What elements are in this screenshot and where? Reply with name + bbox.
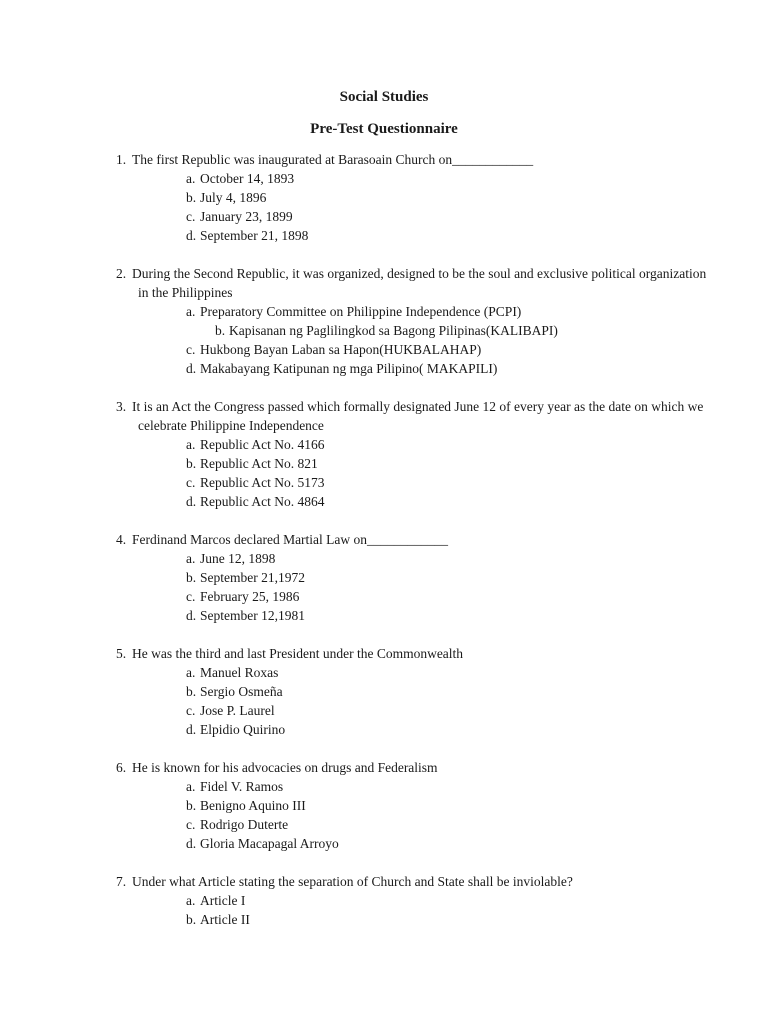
question-6 bbox=[116, 758, 716, 853]
choice-item bbox=[116, 454, 716, 473]
choice-letter: b. bbox=[186, 570, 197, 585]
choice-item bbox=[116, 891, 716, 910]
question-stem bbox=[116, 150, 716, 169]
choice-letter: c. bbox=[186, 475, 196, 490]
choice-letter: c. bbox=[186, 209, 196, 224]
choice-item bbox=[116, 777, 716, 796]
question-number: 4. bbox=[116, 532, 127, 547]
question-5 bbox=[116, 644, 716, 739]
choice-item bbox=[116, 568, 716, 587]
document-title: Social Studies bbox=[339, 89, 429, 105]
choice-item bbox=[116, 321, 716, 340]
choice-list bbox=[116, 435, 716, 511]
choice-letter: c. bbox=[186, 342, 196, 357]
question-7 bbox=[116, 872, 716, 929]
choice-text: October 14, 1893 bbox=[200, 171, 295, 186]
choice-text: Republic Act No. 4864 bbox=[200, 494, 325, 509]
choice-letter: b. bbox=[215, 323, 226, 338]
choice-text: Sergio Osmeña bbox=[200, 684, 283, 699]
choice-item bbox=[116, 492, 716, 511]
choice-item bbox=[116, 359, 716, 378]
choice-item bbox=[116, 473, 716, 492]
choice-list bbox=[116, 302, 716, 378]
choice-letter: b. bbox=[186, 684, 197, 699]
choice-text: Article I bbox=[200, 893, 246, 908]
choice-text: Jose P. Laurel bbox=[200, 703, 275, 718]
question-number: 2. bbox=[116, 266, 127, 281]
choice-item bbox=[116, 910, 716, 929]
question-1 bbox=[116, 150, 716, 245]
choice-item bbox=[116, 834, 716, 853]
choice-letter: c. bbox=[186, 589, 196, 604]
choice-text: Kapisanan ng Paglilingkod sa Bagong Pilipinas(KALIBAPI) bbox=[229, 323, 558, 338]
choice-letter: d. bbox=[186, 361, 197, 376]
question-2 bbox=[116, 264, 716, 378]
choice-letter: b. bbox=[186, 912, 197, 927]
choice-text: Gloria Macapagal Arroyo bbox=[200, 836, 339, 851]
choice-letter: d. bbox=[186, 228, 197, 243]
question-number: 3. bbox=[116, 399, 127, 414]
choice-letter: a. bbox=[186, 551, 196, 566]
question-stem bbox=[116, 758, 716, 777]
choice-letter: a. bbox=[186, 893, 196, 908]
choice-item bbox=[116, 207, 716, 226]
choice-item bbox=[116, 587, 716, 606]
choice-item bbox=[116, 169, 716, 188]
question-3 bbox=[116, 397, 716, 511]
choice-letter: a. bbox=[186, 779, 196, 794]
question-text: Under what Article stating the separation of Church and State shall be inviolable? bbox=[132, 874, 573, 889]
choice-list bbox=[116, 891, 716, 929]
question-stem bbox=[116, 872, 716, 891]
choice-text: June 12, 1898 bbox=[200, 551, 276, 566]
choice-item bbox=[116, 796, 716, 815]
question-text: He is known for his advocacies on drugs and Federalism bbox=[132, 760, 438, 775]
question-stem bbox=[116, 264, 716, 302]
question-4 bbox=[116, 530, 716, 625]
choice-text: Makabayang Katipunan ng mga Pilipino( MAKAPILI) bbox=[200, 361, 498, 376]
choice-item bbox=[116, 701, 716, 720]
choice-letter: d. bbox=[186, 722, 197, 737]
choice-letter: b. bbox=[186, 798, 197, 813]
choice-text: Benigno Aquino III bbox=[200, 798, 306, 813]
choice-item bbox=[116, 663, 716, 682]
choice-text: September 21,1972 bbox=[200, 570, 305, 585]
choice-item bbox=[116, 188, 716, 207]
document-subtitle: Pre-Test Questionnaire bbox=[310, 121, 458, 137]
choice-text: Hukbong Bayan Laban sa Hapon(HUKBALAHAP) bbox=[200, 342, 482, 357]
question-text: He was the third and last President under the Commonwealth bbox=[132, 646, 464, 661]
choice-text: Fidel V. Ramos bbox=[200, 779, 284, 794]
choice-letter: a. bbox=[186, 304, 196, 319]
question-list bbox=[116, 150, 716, 948]
choice-text: Republic Act No. 821 bbox=[200, 456, 318, 471]
question-stem bbox=[116, 397, 716, 435]
choice-letter: a. bbox=[186, 665, 196, 680]
choice-list bbox=[116, 169, 716, 245]
choice-item bbox=[116, 815, 716, 834]
choice-item bbox=[116, 340, 716, 359]
choice-text: Republic Act No. 5173 bbox=[200, 475, 325, 490]
choice-letter: d. bbox=[186, 494, 197, 509]
question-text: During the Second Republic, it was organized, designed to be the soul and exclusive political organization in the Philippines bbox=[132, 266, 707, 300]
question-text: The first Republic was inaugurated at Barasoain Church on____________ bbox=[132, 152, 534, 167]
choice-list bbox=[116, 777, 716, 853]
question-number: 7. bbox=[116, 874, 127, 889]
choice-letter: b. bbox=[186, 190, 197, 205]
choice-item bbox=[116, 435, 716, 454]
question-number: 5. bbox=[116, 646, 127, 661]
choice-text: Rodrigo Duterte bbox=[200, 817, 289, 832]
question-number: 1. bbox=[116, 152, 127, 167]
choice-letter: d. bbox=[186, 836, 197, 851]
question-text: It is an Act the Congress passed which formally designated June 12 of every year as the date on which we celebrate Philippine Independence bbox=[132, 399, 704, 433]
choice-letter: b. bbox=[186, 456, 197, 471]
choice-item bbox=[116, 549, 716, 568]
choice-text: Preparatory Committee on Philippine Independence (PCPI) bbox=[200, 304, 522, 319]
question-stem bbox=[116, 644, 716, 663]
choice-text: September 12,1981 bbox=[200, 608, 305, 623]
choice-item bbox=[116, 606, 716, 625]
question-number: 6. bbox=[116, 760, 127, 775]
choice-list bbox=[116, 549, 716, 625]
question-stem bbox=[116, 530, 716, 549]
choice-item bbox=[116, 226, 716, 245]
choice-letter: a. bbox=[186, 437, 196, 452]
choice-item bbox=[116, 720, 716, 739]
choice-text: January 23, 1899 bbox=[200, 209, 293, 224]
choice-letter: a. bbox=[186, 171, 196, 186]
choice-letter: c. bbox=[186, 703, 196, 718]
choice-text: Article II bbox=[200, 912, 250, 927]
choice-text: Elpidio Quirino bbox=[200, 722, 286, 737]
choice-list bbox=[116, 663, 716, 739]
choice-item bbox=[116, 682, 716, 701]
choice-letter: d. bbox=[186, 608, 197, 623]
choice-text: September 21, 1898 bbox=[200, 228, 309, 243]
choice-item bbox=[116, 302, 716, 321]
choice-letter: c. bbox=[186, 817, 196, 832]
question-text: Ferdinand Marcos declared Martial Law on____________ bbox=[132, 532, 449, 547]
choice-text: July 4, 1896 bbox=[200, 190, 267, 205]
choice-text: February 25, 1986 bbox=[200, 589, 300, 604]
choice-text: Manuel Roxas bbox=[200, 665, 279, 680]
choice-text: Republic Act No. 4166 bbox=[200, 437, 325, 452]
